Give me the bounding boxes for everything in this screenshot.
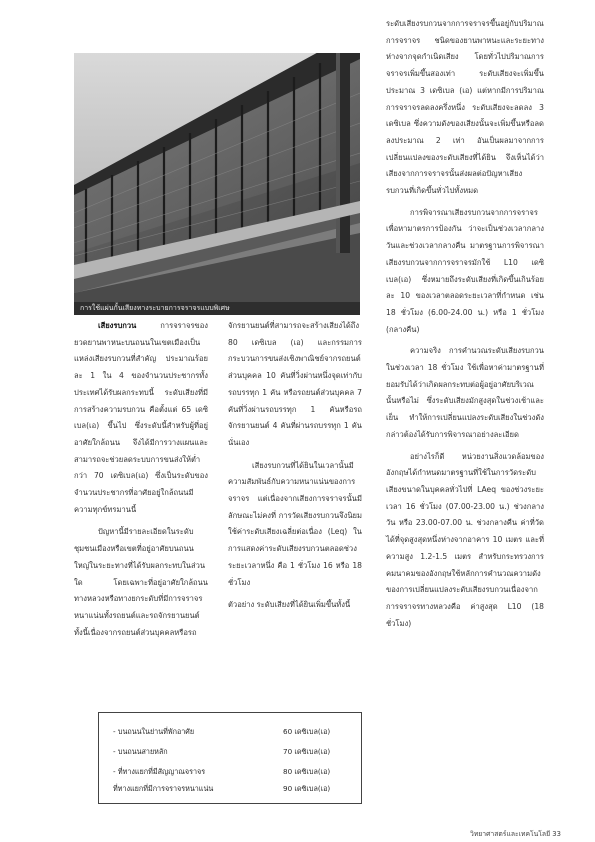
text-column-3 (386, 16, 544, 632)
paragraph-leq: เสียงรบกวนที่ได้ยินในเวลานั้นมีความสัมพันธ์กับความหนาแน่นของการจราจร แต่เนื่องจากเสียงการจราจรนั้นมีลักษณะไม่คงที่ การวัดเสียงรบกวนจึงนิยมใช้ค่าระดับเสียงเฉลี่ยต่อเนื่อง (Leq) ในการแสดงค่าระดับเสียงรบกวนตลอดช่วงระยะเวลาหนึ่ง คือ 1 ชั่วโมง 16 หรือ 18 ชั่วโมง (228, 460, 362, 587)
text-column-2 (228, 318, 362, 614)
page-footer: วิทยาศาสตร์และเทคโนโลยี 33 (470, 830, 561, 838)
standard-value: 80 เดซิเบล(เอ) (283, 767, 331, 776)
highway-noise-barrier-photo (74, 53, 360, 315)
paragraph-problem: ปัญหานี้มีรายละเอียดในระดับชุมชนเมืองหรือเขตที่อยู่อาศัยบนถนนใหญ่ในระยะทางที่ได้รับผลกระทบในส่วนใด โดยเฉพาะที่อยู่อาศัยใกล้ถนนทางหลวงหรือทางยกระดับที่มีการจราจรหนาแน่นทั้งรถยนต์และรถจักรยานยนต์ ทั้งนี้เนื่องจากรถยนต์ส่วนบุคคลหรือรถ (74, 527, 208, 637)
photo-illustration (74, 53, 360, 315)
standard-label: - ที่ทางแยกที่มีสัญญาณจราจร (113, 767, 206, 776)
paragraph-text: การจราจรของยวดยานพาหนะบนถนนในเขตเมืองเป็นแหล่งเสียงรบกวนที่สำคัญ ประมาณร้อยละ 1 ใน 4 ของจำนวนประชากรทั้งประเทศได้รับผลกระทบนี้ ระดับเสียงที่มีการสร้างความรบกวน คือตั้งแต่ 65 เดซิเบล(เอ) ขึ้นไป ซึ่งระดับนี้สำหรับผู้ที่อยู่อาศัยใกล้ถนน จึงได้มีการวางแผนและสามารถจะช่วยลดระบบการขนส่งให้ต่ำกว่า 70 เดซิเบล(เอ) ซึ่งเป็นระดับของจำนวนประชากรที่อาศัยอยู่ใกล้ถนนมีความทุกข์ทรมานนี้ (74, 321, 208, 514)
standard-value: 90 เดซิเบล(เอ) (283, 784, 331, 793)
text-column-1 (74, 318, 208, 641)
paragraph-example: ตัวอย่าง ระดับเสียงที่ได้ยินเพิ่มขึ้นทั้งนี้ (228, 600, 351, 610)
paragraph-laeq: อย่างไรก็ดี หน่วยงานสิ่งแวดล้อมของอังกฤษได้กำหนดมาตรฐานที่ใช้ในการวัดระดับเสียงขนาดในบุคคลทั่วไปที่ LAeq ของช่วงระยะเวลา 16 ชั่วโมง (07.00-23.00 น.) ช่วงกลางวัน หรือ 23.00-07.00 น. ช่วงกลางคืน ค่าที่วัดได้ที่จุดสูงสุดหนึ่งห่างจากอาคาร 10 เมตร และที่ความสูง 1.2-1.5 เมตร สำหรับกระทรวงการคมนาคมของอังกฤษใช้หลักการคำนวณความดังของการเปลี่ยนแปลงระดับเสียงรบกวนเนื่องจากการจราจรทางหลวงคือ ค่าสูงสุด L10 (18 ชั่วโมง) (386, 451, 544, 628)
standard-value: 60 เดซิเบล(เอ) (283, 727, 331, 736)
paragraph-vehicle-noise: จักรยานยนต์ที่สามารถจะสร้างเสียงได้ถึง 80 เดซิเบล (เอ) และกรรมการกระบวนการขนส่งเชิงพาณิชย์จากรถยนต์ส่วนบุคคล 10 คันที่วิ่งผ่านหนึ่งจุดเท่ากับรถบรรทุก 1 คัน หรือรถยนต์ส่วนบุคคล 7 คันที่วิ่งผ่านรถบรรทุก 1 คันหรือรถจักรยานยนต์ 4 คันที่ผ่านรถบรรทุก 1 คันนั่นเอง (228, 321, 362, 447)
paragraph-noise-intro (74, 318, 208, 518)
photo-caption: การใช้แผ่นกั้นเสียงทางระบายการจราจรแบบพิเศษ (74, 302, 360, 315)
paragraph-l10: การพิจารณาเสียงรบกวนจากการจราจรเพื่อหามาตรการป้องกัน ว่าจะเป็นช่วงเวลากลางวันและช่วงเวลากลางคืน มาตรฐานการพิจารณาเสียงรบกวนจากการจราจรมักใช้ L10 เดซิเบล(เอ) ซึ่งหมายถึงระดับเสียงที่เกิดขึ้นเกินร้อยละ 10 ของเวลาตลอดระยะเวลาที่กำหนด เช่น 18 ชั่วโมง (6.00-24.00 น.) หรือ 1 ชั่วโมง (กลางคืน) (386, 207, 544, 334)
standard-value: 70 เดซิเบล(เอ) (283, 747, 331, 756)
standard-label: - บนถนนสายหลัก (113, 747, 168, 756)
standard-row (113, 744, 349, 759)
standard-row (113, 781, 349, 796)
lead-term: เสียงรบกวน (98, 321, 137, 330)
noise-standards-box (98, 712, 362, 804)
paragraph-traffic-volume: ระดับเสียงรบกวนจากการจราจรขึ้นอยู่กับปริมาณการจราจร ชนิดของยานพาหนะและระยะทางห่างจากจุดกำเนิดเสียง โดยทั่วไปปริมาณการจราจรเพิ่มขึ้นสองเท่า ระดับเสียงจะเพิ่มขึ้นประมาณ 3 เดซิเบล (เอ) แต่หากมีการปริมาณการจราจรลดลงครึ่งหนึ่ง ระดับเสียงจะลดลง 3 เดซิเบล ซึ่งความดังของเสียงนั้นจะเพิ่มขึ้นหรือลดลงประมาณ 2 เท่า อันเป็นผลมาจากการเปลี่ยนแปลงของระดับเสียงที่ได้ยิน จึงเห็นได้ว่า เสียงจากการจราจรนั้นส่งผลต่อปัญหาเสียงรบกวนที่เกิดขึ้นทั่วไปทั้งหมด (386, 19, 544, 196)
standard-label: ที่ทางแยกที่มีการจราจรหนาแน่น (113, 784, 214, 793)
standard-row (113, 764, 349, 779)
standard-row (113, 724, 349, 739)
standard-label: - บนถนนในย่านที่พักอาศัย (113, 727, 195, 736)
paragraph-18-hours: ความจริง การคำนวณระดับเสียงรบกวนในช่วงเวลา 18 ชั่วโมง ใช้เพื่อหาค่ามาตรฐานที่ยอมรับได้ว่าเกิดผลกระทบต่อผู้อยู่อาศัยบริเวณนั้นหรือไม่ ซึ่งระดับเสียงมักสูงสุดในช่วงเช้าและเย็น ทำให้การเปลี่ยนแปลงระดับเสียงในช่วงดังกล่าวต้องได้รับการพิจารณาอย่างละเอียด (386, 346, 544, 439)
